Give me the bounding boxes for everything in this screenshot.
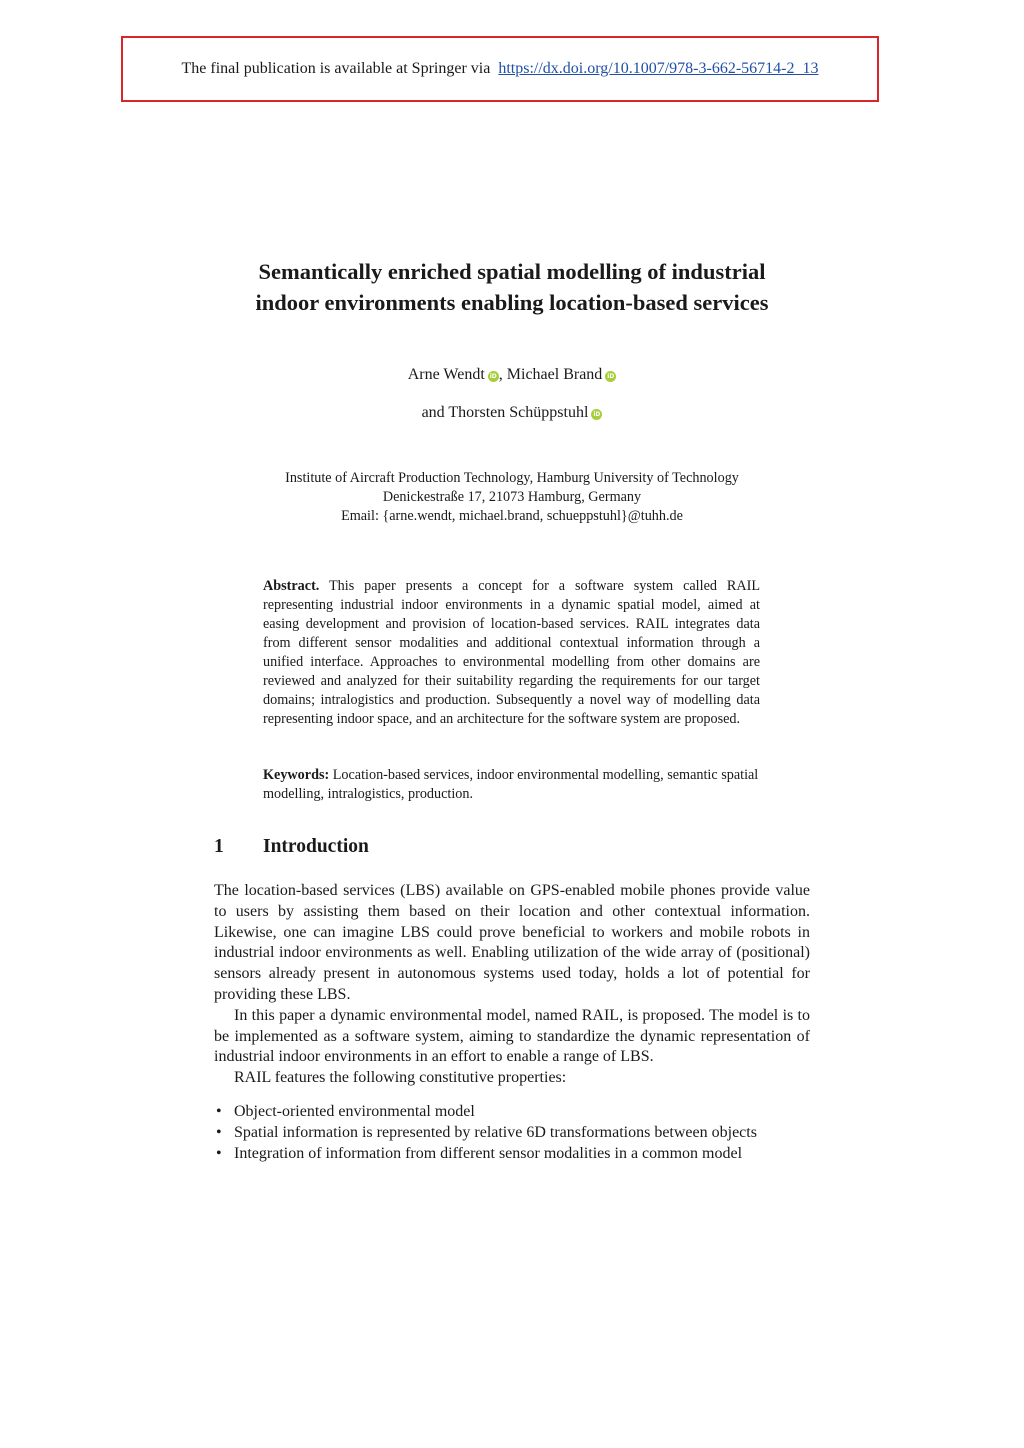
authors-line-2	[150, 394, 874, 432]
title-line-2: indoor environments enabling location-based services	[255, 290, 769, 315]
author-separator: ,	[498, 366, 503, 383]
publication-notice	[121, 36, 879, 102]
author-name: Thorsten Schüppstuhl	[448, 404, 589, 421]
orcid-icon[interactable]: iD	[593, 411, 601, 418]
list-item: • Spatial information is represented by relative 6D transformations between objects	[214, 1122, 814, 1143]
paragraph: In this paper a dynamic environmental model, named RAIL, is proposed. The model is to be implemented as a software system, aiming to standardize the dynamic representation of industrial indoor environments in an effort to enable a range of LBS.	[214, 1006, 810, 1066]
title-line-1: Semantically enriched spatial modelling of industrial	[258, 259, 766, 284]
body-text	[214, 881, 810, 1089]
paper-title	[150, 256, 874, 318]
abstract	[263, 577, 760, 729]
abstract-label: Abstract.	[263, 578, 320, 594]
author-name: Michael Brand	[506, 366, 603, 383]
paragraph: RAIL features the following constitutive properties:	[234, 1069, 567, 1087]
list-item: • Integration of information from different sensor modalities in a common model	[214, 1143, 814, 1164]
feature-list	[214, 1101, 814, 1164]
authors	[150, 356, 874, 432]
notice-text: The final publication is available at Springer via	[181, 60, 491, 77]
section-number: 1	[214, 836, 224, 857]
orcid-icon[interactable]: iD	[607, 373, 615, 380]
abstract-text: This paper presents a concept for a software system called RAIL representing industrial indoor environments in a dynamic spatial model, aimed at easing development and provision of location-based services. RAIL integrates data from different sensor modalities and additional contextual information through a unified interface. Approaches to environmental modelling from other domains are reviewed and analyzed for their suitability regarding the requirements for our target domains; intralogistics and production. Subsequently a novel way of modelling data representing indoor space, and an architecture for the software system are proposed.	[263, 578, 760, 727]
doi-link[interactable]: https://dx.doi.org/10.1007/978-3-662-56714-2_13	[498, 60, 819, 77]
affiliation-address: Denickestraße 17, 21073 Hamburg, Germany	[382, 489, 642, 505]
affiliation-email: Email: {arne.wendt, michael.brand, schueppstuhl}@tuhh.de	[341, 508, 683, 524]
affiliation	[150, 469, 874, 526]
affiliation-institute: Institute of Aircraft Production Technology, Hamburg University of Technology	[285, 470, 739, 486]
keywords-text: Location-based services, indoor environmental modelling, semantic spatial modelling, intralogistics, production.	[263, 767, 759, 802]
author-conjunction: and	[421, 404, 445, 421]
paragraph: The location-based services (LBS) available on GPS-enabled mobile phones provide value to users by assisting them based on their location and other contextual information. Likewise, one can imagine LBS could prove beneficial to workers and mobile robots in industrial indoor environments as well. Enabling utilization of the wide array of (positional) sensors already present in autonomous systems used today, holds a lot of potential for providing these LBS.	[214, 882, 810, 1003]
orcid-icon[interactable]: iD	[489, 373, 497, 380]
list-item: • Object-oriented environmental model	[214, 1101, 814, 1122]
authors-line-1	[150, 356, 874, 394]
author-name: Arne Wendt	[407, 366, 485, 383]
keywords	[263, 766, 763, 804]
section-title: Introduction	[263, 836, 369, 857]
section-heading	[214, 836, 369, 858]
keywords-label: Keywords:	[263, 767, 330, 783]
